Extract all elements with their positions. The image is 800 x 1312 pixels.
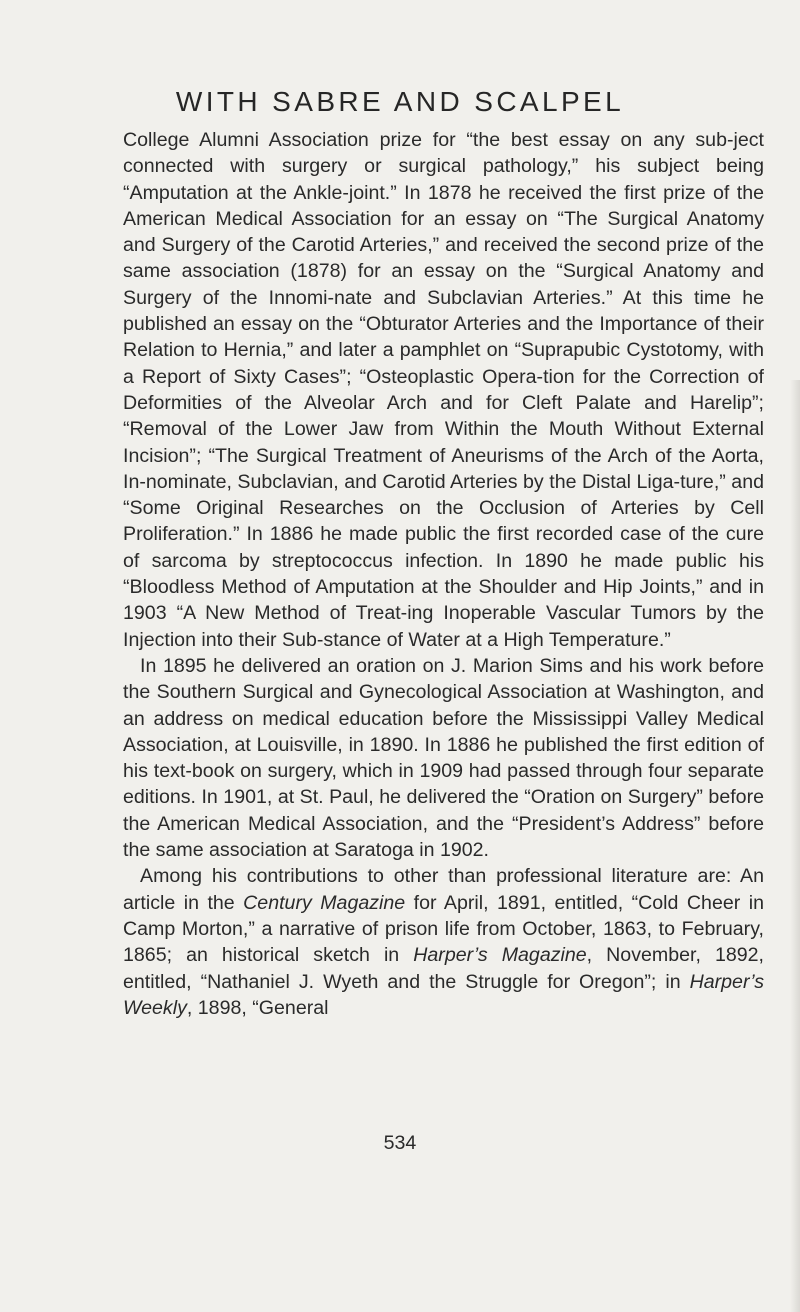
paragraph-2 <box>123 653 764 863</box>
paragraph-3-text: , 1898, “General <box>186 996 329 1019</box>
page-number: 534 <box>383 1132 417 1154</box>
paragraph-2-text: In 1895 he delivered an oration on J. Marion Sims and his work before the Southern Surgical and Gynecological Association at Washington, and an address on medical education before the Mississippi Valley Medical Association, at Louisville, in 1890. In 1886 he published the first edition of his text-book on surgery, which in 1909 had passed through four separate editions. In 1901, at St. Paul, he delivered the “Oration on Surgery” before the American Medical Association, and the “President’s Address” before the same association at Saratoga in 1902. <box>123 654 764 862</box>
paragraph-3 <box>123 863 764 1021</box>
body-text <box>123 127 764 1021</box>
paragraph-3-text: Among his contributions to other than professional literature are: An article in the <box>123 865 764 914</box>
italic-title-harpers-weekly: Harper’s Weekly <box>123 970 764 1019</box>
italic-title-harpers-magazine: Harper’s Magazine <box>413 944 587 967</box>
paragraph-1-text: College Alumni Association prize for “the best essay on any sub-ject connected with surgery or surgical pathology,” his subject being “Amputation at the Ankle-joint.” In 1878 he received the first prize of the American Medical Association for an essay on “The Surgical Anatomy and Surgery of the Carotid Arteries,” and received the second prize of the same association (1878) for an essay on the “Surgical Anatomy and Surgery of the Innomi-nate and Subclavian Arteries.” At this time he published an essay on the “Obturator Arteries and the Importance of their Relation to Hernia,” and later a pamphlet on “Suprapubic Cystotomy, with a Report of Sixty Cases”; “Osteoplastic Opera-tion for the Correction of Deformities of the Alveolar Arch and for Cleft Palate and Harelip”; “Removal of the Lower Jaw from Within the Mouth Without External Incision”; “The Surgical Treatment of Aneurisms of the Arch of the Aorta, In-nominate, Subclavian, and Carotid Arteries by the Distal Liga-ture,” and “Some Original Researches on the Occlusion of Arteries by Cell Proliferation.” In 1886 he made public the first recorded case of the cure of sarcoma by streptococcus infection. In 1890 he made public his “Bloodless Method of Amputation at the Shoulder and Hip Joints,” and in 1903 “A New Method of Treat-ing Inoperable Vascular Tumors by the Injection into their Sub-stance of Water at a High Temperature.” <box>123 129 764 651</box>
paragraph-3-text: , November, 1892, entitled, “Nathaniel J. Wyeth and the Struggle for Oregon”; in <box>123 944 764 993</box>
page-edge-shadow <box>790 380 800 1312</box>
running-head: WITH SABRE AND SCALPEL <box>175 86 625 117</box>
paragraph-1 <box>123 127 764 653</box>
paragraph-3-text: for April, 1891, entitled, “Cold Cheer in Camp Morton,” a narrative of prison life from October, 1863, to February, 1865; an historical sketch in <box>123 891 764 967</box>
italic-title-century-magazine: Century Magazine <box>243 891 406 914</box>
